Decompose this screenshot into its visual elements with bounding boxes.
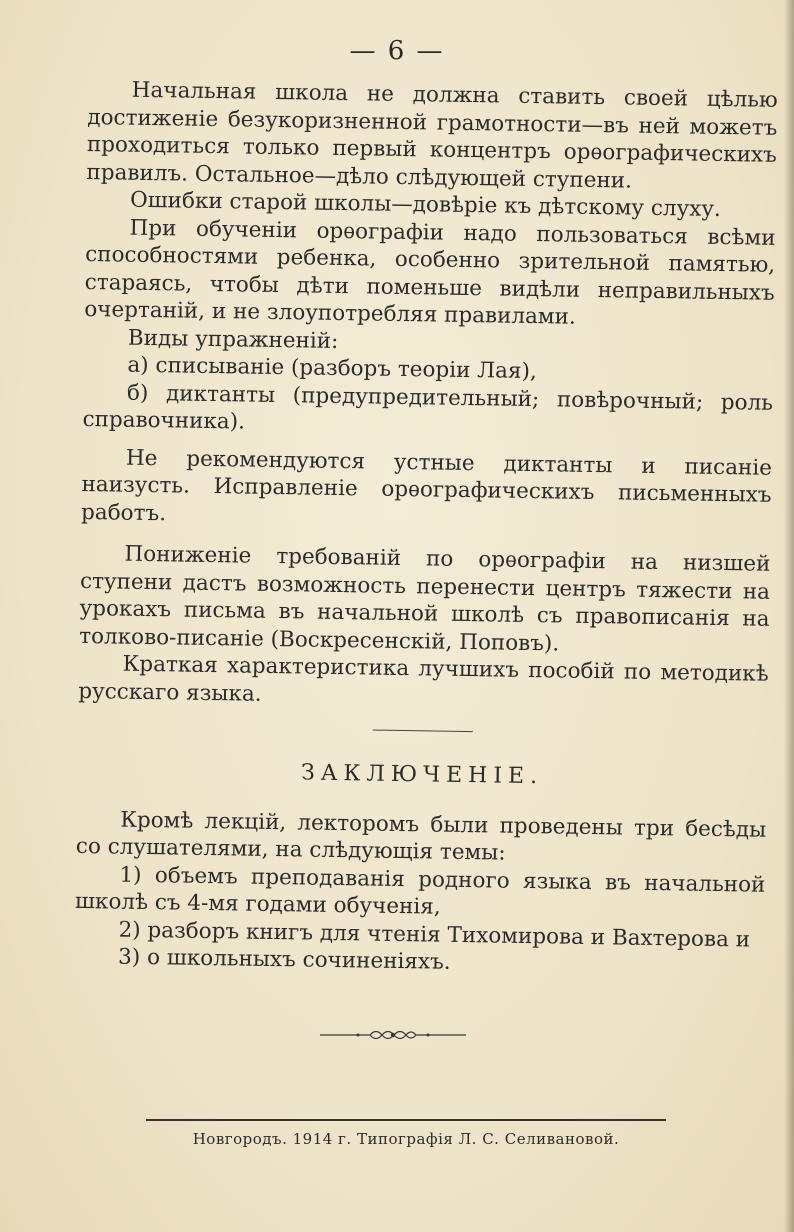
section-divider	[373, 730, 473, 733]
paragraph-orthography-teaching: При обученіи орѳографіи надо пользоваться всѣми способностями ребенка, особенно зрительной памятью, стараясь, чтобы дѣти поменьше видѣли неправильныхъ очертаній, и не злоупотребляя правилами.	[84, 215, 776, 330]
list-item-copying: а) списываніе (разборъ теоріи Лая),	[127, 352, 537, 385]
topic-item-3: 3) о школьныхъ сочиненіяхъ.	[117, 944, 451, 975]
paragraph-exercise-types: Виды упражненій:	[127, 325, 339, 354]
imprint-rule	[146, 1119, 666, 1121]
page-edge-shadow	[784, 0, 794, 1232]
page-body	[74, 76, 778, 981]
paragraph-old-school-errors: Ошибки старой школы—довѣріе къ дѣтскому слуху.	[129, 187, 722, 222]
conclusion-heading: ЗАКЛЮЧЕНІЕ.	[300, 760, 544, 790]
paragraph-school-goal: Начальная школа не должна ставить своей цѣлью достиженіе безукоризненной грамотности—въ ней можетъ проходиться только первый концентръ орѳографическихъ правилъ. Остальное—дѣло слѣдующей ступени.	[86, 77, 778, 194]
flourish-ornament-icon	[318, 1024, 468, 1046]
page-number: — 6 —	[349, 36, 445, 66]
list-item-dictation: б) диктанты (предупредительный; повѣрочный; роль справочника).	[82, 380, 774, 435]
topic-item-2: 2) разборъ книгъ для чтенія Тихомирова и Вахтерова и	[118, 917, 751, 953]
paragraph-conversations: Кромѣ лекцій, лекторомъ были проведены три бесѣды со слушателями, на слѣдующія темы:	[75, 807, 767, 866]
paragraph-not-recommended: Не рекомендуются устные диктанты и писаніе наизусть. Исправленіе орѳографическихъ письменныхъ работъ.	[80, 445, 773, 526]
topic-item-1: 1) объемъ преподаванія родного языка въ начальной школѣ съ 4-мя годами обученія,	[74, 862, 766, 920]
paragraph-lower-requirements: Пониженіе требованій по орѳографіи на низшей ступени дастъ возможность перенести центръ тяжести на урокахъ письма въ начальной школѣ съ правописанія на толково-писаніе (Воскресенскій, Поповъ).	[79, 541, 771, 656]
paragraph-manuals: Краткая характеристика лучшихъ пособій по методикѣ русскаго языка.	[78, 651, 769, 707]
printer-imprint: Новгородъ. 1914 г. Типографія Л. С. Селивановой.	[192, 1130, 620, 1148]
